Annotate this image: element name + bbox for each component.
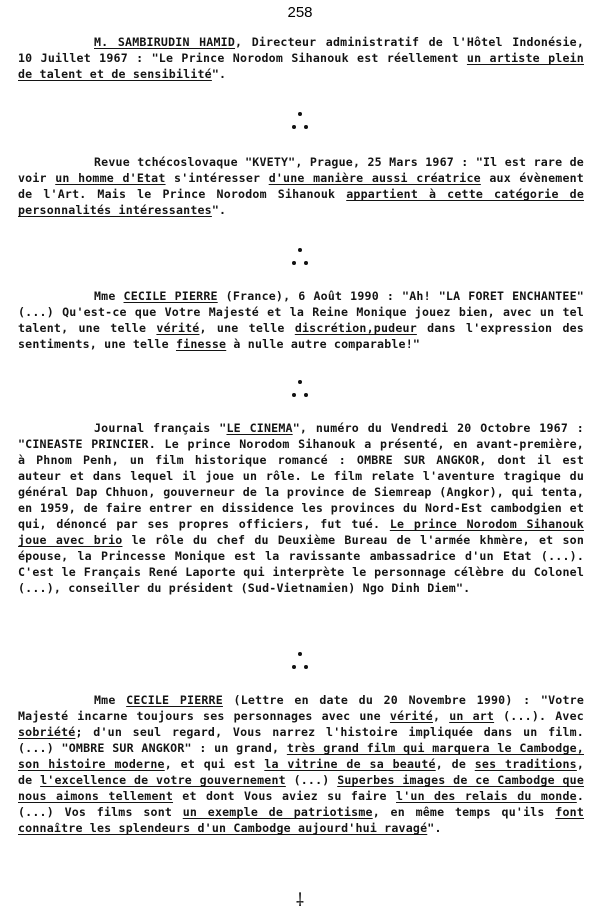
section-separator xyxy=(0,112,600,136)
quote-highlight: la vitrine de sa beauté xyxy=(264,757,436,771)
quote-text: ; d'un seul regard, Vous narrez l'histoire impliquée dans un film. (...) "OMBRE SUR ANGKOR" : un grand, xyxy=(18,725,584,755)
quote-highlight: un art xyxy=(449,709,495,723)
quote-prefix: Mme xyxy=(94,693,127,707)
end-mark: ⸸ xyxy=(295,890,305,911)
quote-text: (...) xyxy=(285,773,338,787)
quote-text: . (...) Vos films sont xyxy=(18,789,584,819)
quote-highlight: discrétion,pudeur xyxy=(294,321,417,335)
quote-text: dans l'expression des sentiments, une telle xyxy=(18,321,584,351)
quote-highlight: un homme d'Etat xyxy=(55,171,166,185)
quote-highlight: font connaître les splendeurs d'un Cambodge aujourd'hui ravagé xyxy=(18,805,585,835)
quote-text: le rôle du chef du Deuxième Bureau de l'armée khmère, et son épouse, la Princesse Monique est la ravissante ambassadrice d'un Etat (...). C'est le Français René Laporte qui interprète le personnage célèbre du Colonel (...), conseiller du président (Sud-Vietnamien) Ngo Dinh Diem". xyxy=(18,533,584,595)
quote-author: LE CINEMA xyxy=(226,421,293,435)
quote-highlight: Superbes images de ce Cambodge que nous aimons tellement xyxy=(18,773,585,803)
quote-highlight: l'excellence de votre gouvernement xyxy=(40,773,286,787)
quote-highlight: ses traditions xyxy=(474,757,577,771)
quote-text: , xyxy=(432,709,450,723)
quote-text: (France), 6 Août 1990 : "Ah! "LA FORET ENCHANTEE" (...) Qu'est-ce que Votre Majesté et la Reine Monique jouez bien, avec un tel talent, une telle xyxy=(18,289,584,335)
quote-text: , de xyxy=(435,757,475,771)
quote-highlight: Le prince Norodom Sihanouk joue avec brio xyxy=(18,517,584,547)
quote-kvety xyxy=(18,154,584,218)
quote-highlight: vérité xyxy=(389,709,433,723)
quote-prefix: Mme xyxy=(94,289,124,303)
quote-text: , Prague, 25 Mars 1967 : "Il est rare de voir xyxy=(18,155,584,185)
quote-pierre-2 xyxy=(18,692,584,836)
quote-text: aux évènement de l'Art. Mais le Prince Norodom Sihanouk xyxy=(18,171,584,201)
quote-text: (Lettre en date du 20 Novembre 1990) : "Votre Majesté incarne toujours ses personnages avec une xyxy=(18,693,584,723)
quote-highlight: un artiste plein de talent et de sensibilité xyxy=(18,51,584,81)
quote-author: CECILE PIERRE xyxy=(123,289,218,303)
section-separator xyxy=(0,380,600,404)
quote-pierre-1 xyxy=(18,288,584,352)
page-number: 258 xyxy=(287,4,313,21)
quote-highlight: d'une manière aussi créatrice xyxy=(268,171,481,185)
quote-author: Revue tchécoslovaque "KVETY" xyxy=(94,155,296,169)
quote-text: ", numéro du Vendredi 20 Octobre 1967 : "CINEASTE PRINCIER. Le prince Norodom Sihanouk a présenté, en avant-première, à Phnom Penh, un film historique romancé : OMBRE SUR ANGKOR, dont il est auteur et dans lequel il joue un rôle. Le film relate l'aventure tragique du général Dap Chhuon, gouverneur de la province de Siemreap (Angkor), qui tenta, en 1959, de faire entrer en dissidence les provinces du Nord-Est cambodgien et qui, dénoncé par ses propres officiers, fut tué. xyxy=(18,421,584,531)
quote-highlight: l'un des relais du monde xyxy=(396,789,577,803)
quote-author: CECILE PIERRE xyxy=(126,693,223,707)
quote-author: M. SAMBIRUDIN HAMID xyxy=(94,35,236,49)
quote-text: ". xyxy=(427,821,442,835)
quote-hamid xyxy=(18,34,584,82)
quote-text: ". xyxy=(211,203,227,217)
quote-prefix: Journal français " xyxy=(94,421,227,435)
quote-highlight: un exemple de patriotisme xyxy=(182,805,373,819)
quote-highlight: très grand film qui marquera le Cambodge, son histoire moderne xyxy=(18,741,584,771)
quote-text: , et qui est xyxy=(164,757,265,771)
quote-text: ". xyxy=(211,67,227,81)
section-separator xyxy=(0,248,600,272)
quote-text: , Directeur administratif de l'Hôtel Indonésie, 10 Juillet 1967 : "Le Prince Norodom Sihanouk est réellement xyxy=(18,35,584,65)
section-separator xyxy=(0,652,600,676)
quote-text: à nulle autre comparable!" xyxy=(226,337,421,351)
quote-le-cinema xyxy=(18,420,584,596)
quote-text: (...). Avec xyxy=(494,709,584,723)
quote-text: , en même temps qu'ils xyxy=(372,805,556,819)
quote-highlight: appartient à cette catégorie de personnalités intéressantes xyxy=(18,187,584,217)
quote-text: s'intéresser xyxy=(165,171,269,185)
quote-text: et dont Vous aviez su faire xyxy=(173,789,397,803)
quote-highlight: finesse xyxy=(175,337,227,351)
quote-highlight: sobriété xyxy=(18,725,76,739)
quote-text: , une telle xyxy=(199,321,295,335)
quote-highlight: vérité xyxy=(156,321,200,335)
quote-text: , de xyxy=(18,757,585,787)
